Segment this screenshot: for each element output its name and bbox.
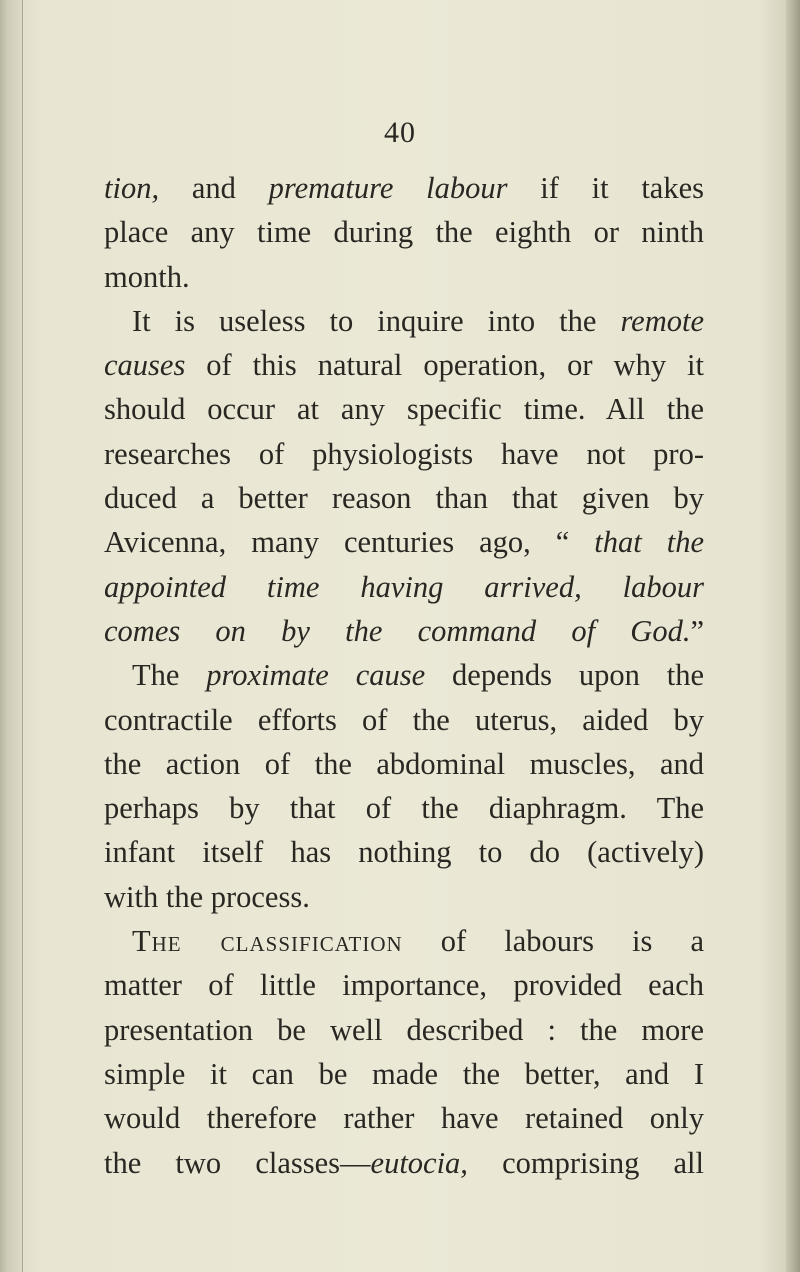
text-run: the two classes— (104, 1145, 371, 1180)
italic-text: appointed time having arrived, (104, 569, 582, 604)
text-line (104, 609, 704, 653)
text-run: the action of the abdominal muscles, and (104, 746, 704, 781)
text-line (104, 432, 704, 476)
text-line (104, 786, 704, 830)
text-run: infant itself has nothing to do (actively) (104, 835, 704, 870)
italic-text: proximate cause (206, 658, 426, 693)
text-line (104, 255, 704, 299)
text-run: if it takes (507, 171, 704, 205)
text-line (104, 742, 704, 786)
italic-text: remote (620, 303, 704, 338)
text-run: presentation be well described : the more (104, 1012, 704, 1047)
page-right-edge (786, 0, 800, 1272)
body-text (104, 166, 704, 1185)
text-line (104, 1096, 704, 1140)
text-run: of this natural operation, or why it (185, 348, 704, 383)
text-run: month. (104, 259, 190, 294)
text-line (104, 1141, 704, 1185)
text-line (104, 299, 704, 343)
italic-text: tion, (104, 171, 160, 205)
text-line (104, 520, 704, 564)
italic-text: that the (594, 525, 704, 560)
text-line (104, 387, 704, 431)
text-line (104, 166, 704, 210)
text-run: perhaps by that of the diaphragm. The (104, 791, 704, 826)
text-line (104, 698, 704, 742)
text-line (104, 919, 704, 963)
text-line (104, 476, 704, 520)
text-run: and (159, 171, 269, 205)
text-line (104, 963, 704, 1007)
text-line (104, 653, 704, 697)
text-run: ” (690, 613, 704, 648)
text-run: comprising all (467, 1145, 704, 1180)
small-caps-text: The classification (132, 924, 403, 959)
text-run: with the process. (104, 879, 310, 914)
text-line (104, 1052, 704, 1096)
text-run: would therefore rather have retained only (104, 1101, 704, 1136)
italic-text: eutocia, (370, 1145, 468, 1180)
text-run: depends upon the (425, 658, 704, 693)
text-line (104, 875, 704, 919)
italic-text: causes (104, 348, 186, 383)
text-run: of labours is a (402, 924, 704, 959)
text-run: contractile efforts of the uterus, aided by (104, 702, 704, 737)
italic-text: labour (622, 569, 705, 604)
text-run: researches of physiologists have not pro- (104, 436, 704, 471)
page-number: 40 (384, 116, 416, 149)
text-line (104, 830, 704, 874)
text-run: Avicenna, many centuries ago, “ (104, 525, 595, 560)
page-binding-edge (0, 0, 23, 1272)
text-run: matter of little importance, provided each (104, 968, 704, 1003)
text-run: duced a better reason than that given by (104, 481, 704, 516)
text-run: place any time during the eighth or ninth (104, 215, 704, 250)
text-run: simple it can be made the better, and I (104, 1056, 704, 1091)
italic-text: premature labour (268, 171, 508, 205)
text-line (104, 210, 704, 254)
text-line (104, 343, 704, 387)
text-run (582, 570, 623, 604)
text-run: The (132, 658, 207, 693)
text-line (104, 1008, 704, 1052)
text-run: should occur at any specific time. All the (104, 392, 704, 427)
text-run: It is useless to inquire into the (132, 303, 621, 338)
italic-text: comes on by the command of God. (104, 613, 691, 648)
text-line (104, 565, 704, 609)
